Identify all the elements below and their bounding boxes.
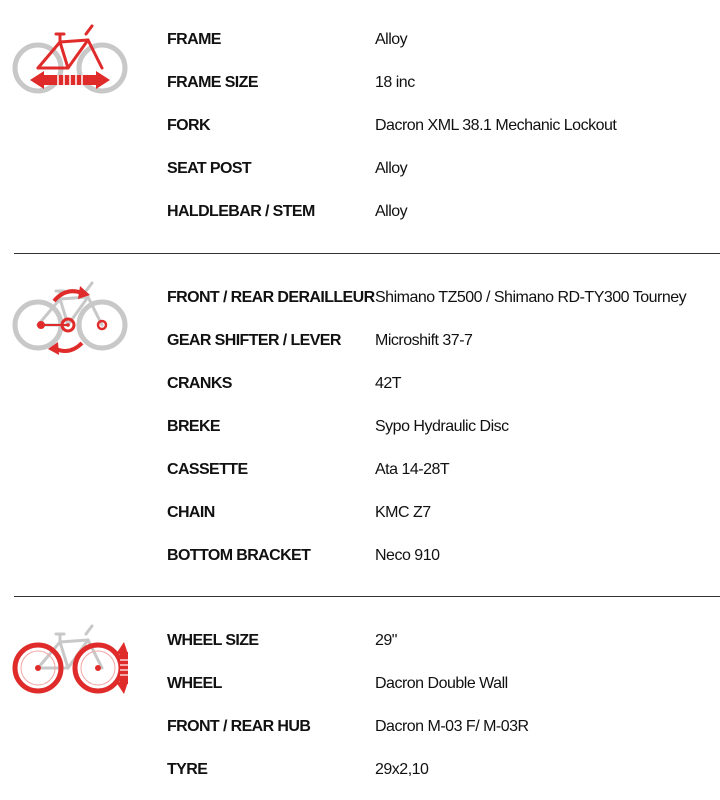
spec-value: Alloy — [375, 203, 408, 220]
spec-value: Neco 910 — [375, 547, 440, 564]
spec-value: Ata 14-28T — [375, 461, 450, 478]
spec-row-chain — [0, 501, 720, 525]
spec-value: Dacron Double Wall — [375, 675, 508, 692]
spec-value: KMC Z7 — [375, 504, 431, 521]
spec-label: WHEEL — [167, 675, 222, 692]
spec-row-cranks — [0, 372, 720, 396]
spec-row-hub — [0, 715, 720, 739]
spec-value: Shimano TZ500 / Shimano RD-TY300 Tourney — [375, 289, 687, 306]
frame-section — [0, 0, 720, 253]
spec-row-handlebar-stem — [0, 200, 720, 224]
spec-label: GEAR SHIFTER / LEVER — [167, 332, 341, 349]
spec-value: Microshift 37-7 — [375, 332, 473, 349]
spec-label: FORK — [167, 117, 210, 134]
spec-label: BOTTOM BRACKET — [167, 547, 311, 564]
spec-value: Sypo Hydraulic Disc — [375, 418, 509, 435]
spec-value: 42T — [375, 375, 402, 392]
spec-label: FRAME SIZE — [167, 74, 258, 91]
spec-label: TYRE — [167, 761, 208, 778]
spec-label: HALDLEBAR / STEM — [167, 203, 315, 220]
spec-value: Alloy — [375, 31, 408, 48]
spec-label: CHAIN — [167, 504, 215, 521]
spec-row-seat-post — [0, 157, 720, 181]
drivetrain-section — [0, 255, 720, 596]
spec-label: CASSETTE — [167, 461, 248, 478]
spec-value: 18 inc — [375, 74, 415, 91]
section-divider — [14, 253, 720, 254]
spec-row-tyre — [0, 758, 720, 782]
spec-label: BREKE — [167, 418, 221, 435]
wheels-section — [0, 598, 720, 800]
spec-row-bottom-bracket — [0, 544, 720, 568]
spec-row-wheel — [0, 672, 720, 696]
spec-value: Alloy — [375, 160, 408, 177]
spec-label: CRANKS — [167, 375, 232, 392]
spec-row-gear-shifter — [0, 329, 720, 353]
spec-label: FRONT / REAR DERAILLEUR — [167, 289, 375, 306]
section-divider — [14, 596, 720, 597]
spec-value: 29" — [375, 632, 397, 649]
spec-row-frame — [0, 28, 720, 52]
spec-label: SEAT POST — [167, 160, 252, 177]
spec-row-frame-size — [0, 71, 720, 95]
spec-row-wheel-size — [0, 629, 720, 653]
spec-value: Dacron XML 38.1 Mechanic Lockout — [375, 117, 617, 134]
spec-row-derailleur — [0, 286, 720, 310]
spec-row-fork — [0, 114, 720, 138]
spec-row-brake — [0, 415, 720, 439]
spec-value: Dacron M-03 F/ M-03R — [375, 718, 529, 735]
spec-label: FRAME — [167, 31, 221, 48]
spec-label: WHEEL SIZE — [167, 632, 259, 649]
spec-row-cassette — [0, 458, 720, 482]
spec-value: 29x2,10 — [375, 761, 429, 778]
spec-label: FRONT / REAR HUB — [167, 718, 311, 735]
